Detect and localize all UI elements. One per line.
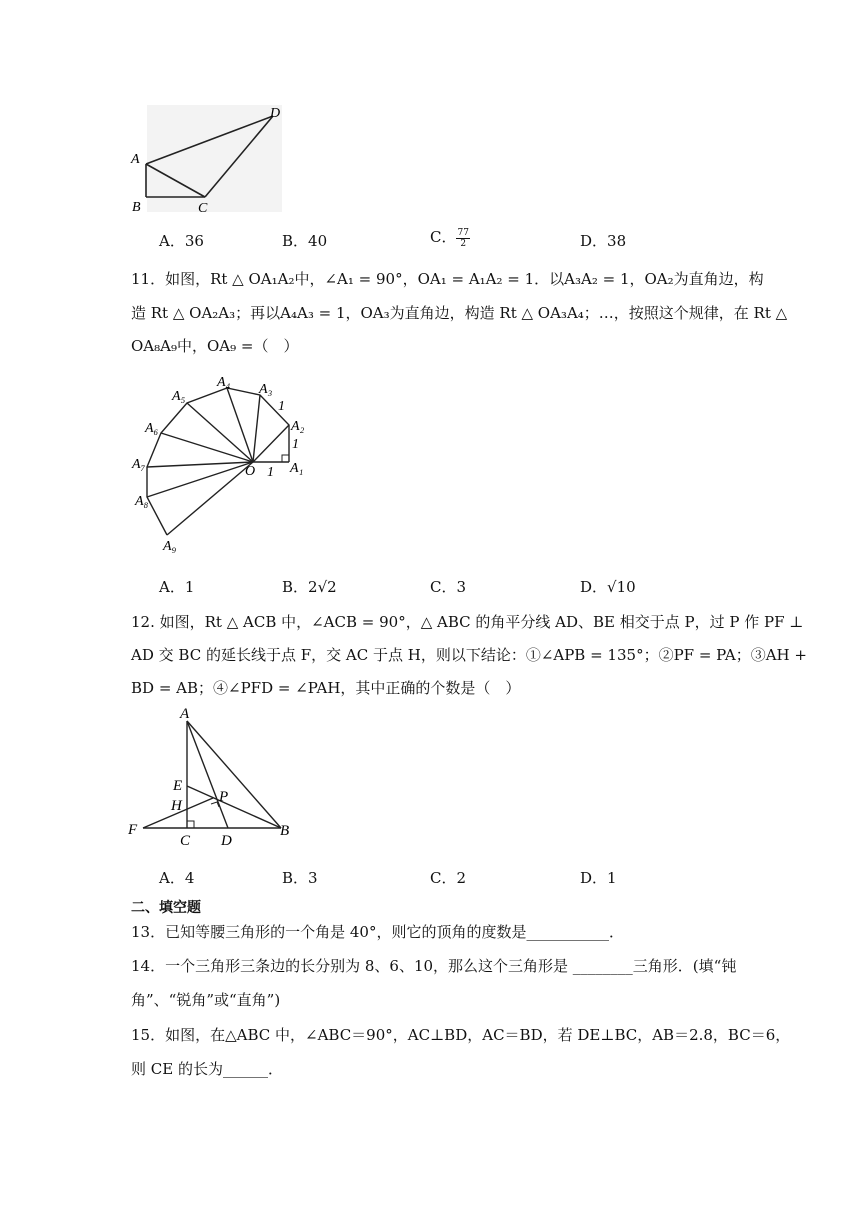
- q10-option-a[interactable]: A．36: [159, 232, 204, 250]
- q11-option-c[interactable]: C．3: [430, 578, 467, 596]
- q11-line-1: 11．如图，Rt △ OA₁A₂中，∠A₁ = 90°，OA₁ = A₁A₂ = 1．以A₃A₂ = 1，OA₂为直角边，构: [131, 270, 764, 288]
- label-a4: A₄: [217, 375, 231, 390]
- fraction: [456, 228, 469, 249]
- label-e: E: [173, 778, 183, 794]
- q11-line-3: OA₈A₉中，OA₉ =（ ）: [131, 337, 299, 355]
- label-p: P: [219, 789, 229, 805]
- q10-option-c-prefix: C．: [430, 228, 457, 246]
- fraction-numerator: 77: [457, 227, 469, 238]
- label-d: D: [270, 106, 281, 121]
- q12-option-d[interactable]: D．1: [580, 869, 617, 887]
- q13-text: 13．已知等腰三角形的一个角是 40°，则它的顶角的度数是___________．: [131, 923, 624, 941]
- spoke-oa2: [253, 425, 289, 462]
- q12-line-3: BD = AB；④∠PFD = ∠PAH，其中正确的个数是（ ）: [131, 679, 521, 697]
- label-1-b: 1: [292, 437, 299, 452]
- label-a2: A₂: [291, 419, 305, 434]
- q11-spiral-figure: [125, 368, 320, 563]
- q15-line-1: 15．如图，在△ABC 中，∠ABC＝90°，AC⊥BD，AC＝BD，若 DE⊥BC，AB＝2.8，BC＝6，: [131, 1026, 791, 1044]
- q10-option-b[interactable]: B．40: [282, 232, 328, 250]
- label-f: F: [128, 822, 138, 838]
- section-title: 二、填空题: [131, 900, 201, 916]
- q11-option-d[interactable]: D．√10: [580, 578, 636, 596]
- spokes: [147, 388, 289, 535]
- q14-line-2: 角”、“锐角”或“直角”): [131, 991, 281, 1009]
- right-angle-mark-c: [187, 821, 194, 828]
- q11-option-a[interactable]: A．1: [159, 578, 195, 596]
- segment-ab: [187, 721, 281, 828]
- q10-option-c[interactable]: [430, 226, 470, 249]
- label-d: D: [221, 833, 232, 849]
- label-b: B: [280, 823, 290, 839]
- q12-option-c[interactable]: C．2: [430, 869, 467, 887]
- label-a3: A₃: [259, 382, 273, 397]
- label-a8: A₈: [135, 494, 149, 509]
- label-1-c: 1: [278, 399, 285, 414]
- label-c: C: [198, 201, 208, 216]
- q10-option-d[interactable]: D．38: [580, 232, 627, 250]
- q11-option-b[interactable]: B．2√2: [282, 578, 337, 596]
- label-a6: A₆: [145, 421, 159, 436]
- q14-line-1: 14．一个三角形三条边的长分别为 8、6、10，那么这个三角形是 ________三角形．(填“钝: [131, 957, 737, 975]
- segment-ad: [187, 721, 228, 828]
- label-a: A: [131, 152, 140, 167]
- spoke-oa6: [161, 433, 253, 462]
- label-h: H: [171, 798, 182, 814]
- q12-option-a[interactable]: A．4: [159, 869, 195, 887]
- spoke-oa7: [147, 462, 253, 467]
- right-angle-mark-p: [211, 802, 219, 807]
- spoke-oa8: [147, 462, 256, 497]
- label-a: A: [180, 706, 190, 722]
- q10-figure: [125, 100, 290, 220]
- label-a7: A₇: [132, 457, 146, 472]
- right-angle-mark: [282, 455, 289, 462]
- q15-line-2: 则 CE 的长为______．: [131, 1060, 283, 1078]
- label-1-a: 1: [267, 465, 274, 480]
- fraction-denominator: 2: [460, 238, 467, 249]
- label-a5: A₅: [172, 389, 186, 404]
- q12-line-2: AD 交 BC 的延长线于点 F，交 AC 于点 H，则以下结论：①∠APB = 135°；②PF = PA；③AH +: [131, 646, 807, 664]
- spoke-oa3: [253, 395, 260, 462]
- q12-option-b[interactable]: B．3: [282, 869, 318, 887]
- q12-line-1: 12. 如图，Rt △ ACB 中，∠ACB = 90°，△ ABC 的角平分线 AD、BE 相交于点 P，过 P 作 PF ⊥: [131, 613, 804, 631]
- q11-line-2: 造 Rt △ OA₂A₃；再以A₄A₃ = 1，OA₃为直角边，构造 Rt △ OA₃A₄；…，按照这个规律，在 Rt △: [131, 304, 788, 322]
- label-b: B: [132, 200, 141, 215]
- segment-be: [187, 786, 281, 828]
- label-c: C: [180, 833, 191, 849]
- q12-triangle-figure: [125, 706, 305, 851]
- label-a9: A₉: [163, 539, 177, 554]
- spoke-oa9: [167, 462, 256, 535]
- label-o: O: [245, 464, 256, 479]
- label-a1: A₁: [290, 461, 304, 476]
